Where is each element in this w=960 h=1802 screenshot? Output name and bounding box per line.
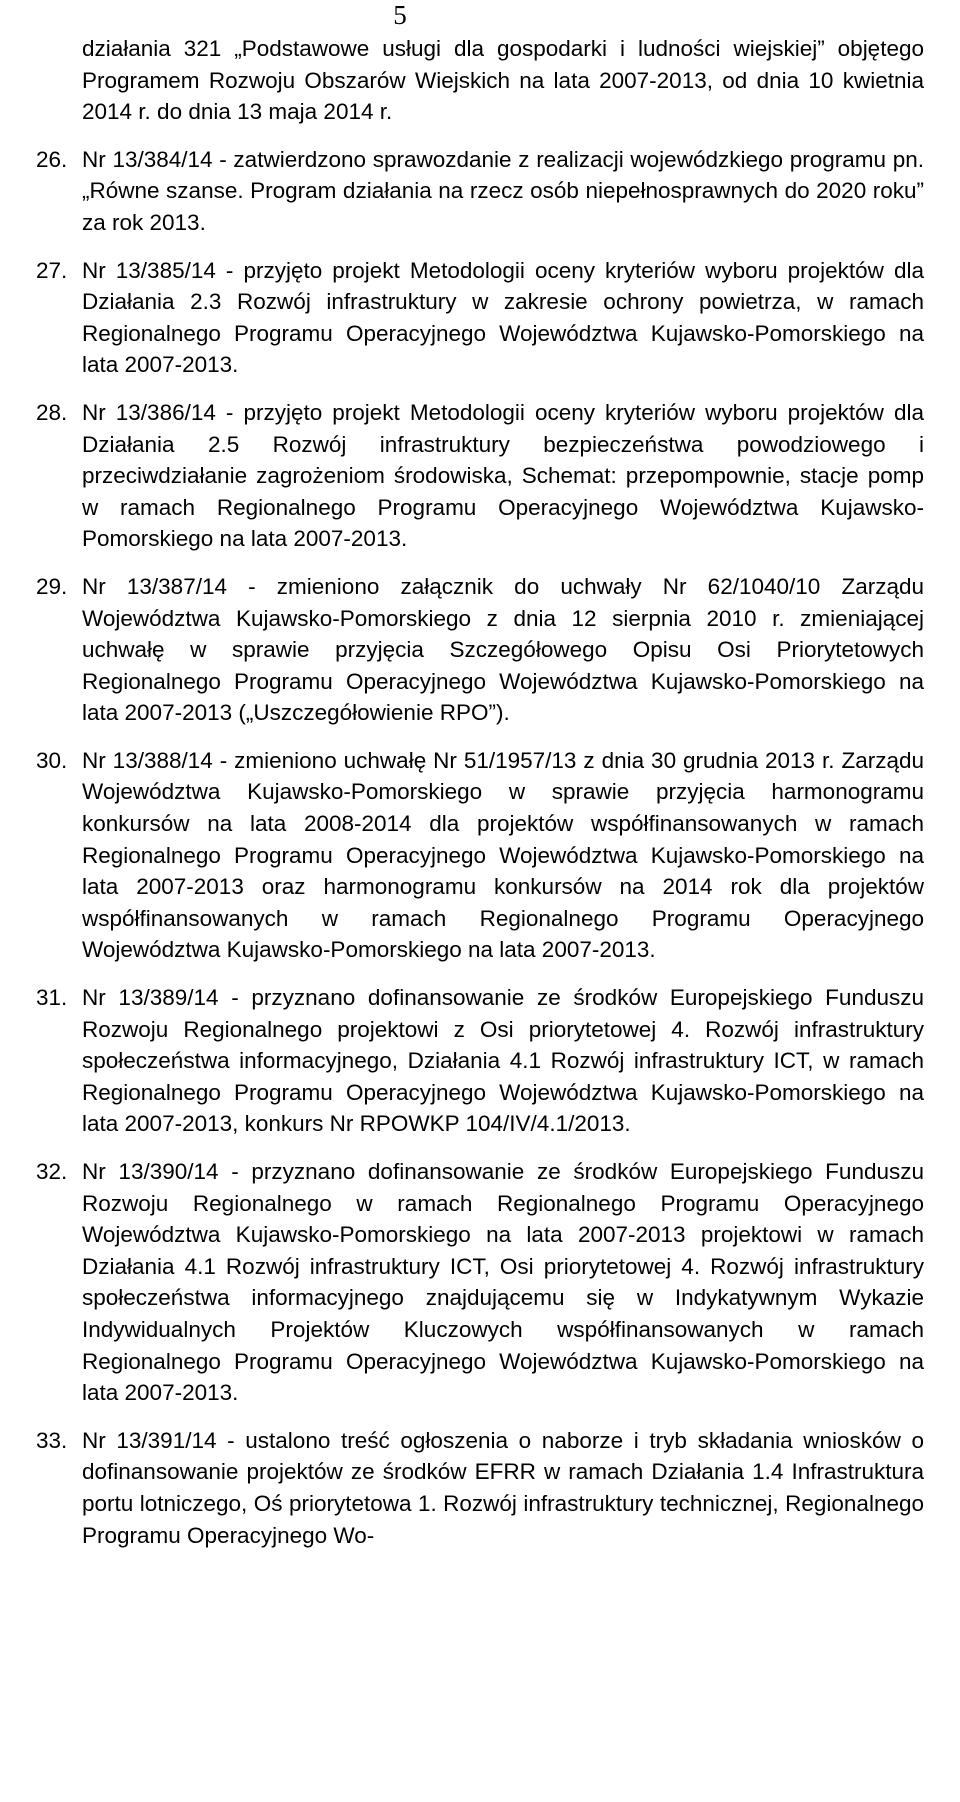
list-item-30 <box>36 745 924 966</box>
list-item-text: Nr 13/390/14 - przyznano dofinansowanie ze środków Europejskiego Funduszu Rozwoju Regionalnego w ramach Regionalnego Programu Operacyjnego Województwa Kujawsko-Pomorskiego na lata 2007-2013 projektowi w ramach Działania 4.1 Rozwój infrastruktury ICT, Osi priorytetowej 4. Rozwój infrastruktury społeczeństwa informacyjnego znajdującemu się w Indykatywnym Wykazie Indywidualnych Projektów Kluczowych współfinansowanych w ramach Regionalnego Programu Operacyjnego Województwa Kujawsko-Pomorskiego na lata 2007-2013. <box>82 1159 924 1406</box>
list-item-26 <box>36 144 924 239</box>
list-item-27 <box>36 255 924 381</box>
list-item-number: 30. <box>36 747 68 773</box>
list-item-number: 26. <box>36 146 68 172</box>
list-item-number: 29. <box>36 573 68 599</box>
continuation-text: działania 321 „Podstawowe usługi dla gospodarki i ludności wiejskiej” objętego Programem Rozwoju Obszarów Wiejskich na lata 2007-2013, od dnia 10 kwietnia 2014 r. do dnia 13 maja 2014 r. <box>82 36 924 125</box>
list-item-31 <box>36 982 924 1140</box>
document-body <box>36 33 924 1567</box>
list-item-text: Nr 13/389/14 - przyznano dofinansowanie ze środków Europejskiego Funduszu Rozwoju Regionalnego projektowi z Osi priorytetowej 4. Rozwój infrastruktury społeczeństwa informacyjnego, Działania 4.1 Rozwój infrastruktury ICT, w ramach Regionalnego Programu Operacyjnego Województwa Kujawsko-Pomorskiego na lata 2007-2013, konkurs Nr RPOWKP 104/IV/4.1/2013. <box>82 985 924 1137</box>
list-item-number: 27. <box>36 257 68 283</box>
list-item-text: Nr 13/385/14 - przyjęto projekt Metodologii oceny kryteriów wyboru projektów dla Działania 2.3 Rozwój infrastruktury w zakresie ochrony powietrza, w ramach Regionalnego Programu Operacyjnego Województwa Kujawsko-Pomorskiego na lata 2007-2013. <box>82 257 924 378</box>
list-item-28 <box>36 397 924 555</box>
continuation-paragraph <box>40 33 924 128</box>
list-item-33 <box>36 1425 924 1551</box>
list-item-29 <box>36 571 924 729</box>
list-item-text: Nr 13/387/14 - zmieniono załącznik do uchwały Nr 62/1040/10 Zarządu Województwa Kujawsko-Pomorskiego z dnia 12 sierpnia 2010 r. zmieniającej uchwałę w sprawie przyjęcia Szczegółowego Opisu Osi Priorytetowych Regionalnego Programu Operacyjnego Województwa Kujawsko-Pomorskiego na lata 2007-2013 („Uszczegółowienie RPO”). <box>82 573 924 726</box>
list-item-number: 28. <box>36 399 68 425</box>
list-item-text: Nr 13/388/14 - zmieniono uchwałę Nr 51/1957/13 z dnia 30 grudnia 2013 r. Zarządu Województwa Kujawsko-Pomorskiego w sprawie przyjęcia harmonogramu konkursów na lata 2008-2014 dla projektów współfinansowanych w ramach Regionalnego Programu Operacyjnego Województwa Kujawsko-Pomorskiego na lata 2007-2013 oraz harmonogramu konkursów na 2014 rok dla projektów współfinansowanych w ramach Regionalnego Programu Operacyjnego Województwa Kujawsko-Pomorskiego na lata 2007-2013. <box>82 747 924 963</box>
page-number: 5 <box>393 0 407 30</box>
list-item-number: 31. <box>36 985 68 1011</box>
list-item-text: Nr 13/384/14 - zatwierdzono sprawozdanie z realizacji wojewódzkiego programu pn. „Równe szanse. Program działania na rzecz osób niepełnosprawnych do 2020 roku” za rok 2013. <box>82 146 924 235</box>
list-item-text: Nr 13/386/14 - przyjęto projekt Metodologii oceny kryteriów wyboru projektów dla Działania 2.5 Rozwój infrastruktury bezpieczeństwa powodziowego i przeciwdziałanie zagrożeniom środowiska, Schemat: przepompownie, stacje pomp w ramach Regionalnego Programu Operacyjnego Województwa Kujawsko-Pomorskiego na lata 2007-2013. <box>82 399 924 552</box>
list-item-number: 32. <box>36 1159 68 1184</box>
list-item-text: Nr 13/391/14 - ustalono treść ogłoszenia o naborze i tryb składania wniosków o dofinansowanie projektów ze środków EFRR w ramach Działania 1.4 Infrastruktura portu lotniczego, Oś priorytetowa 1. Rozwój infrastruktury technicznej, Regionalnego Programu Operacyjnego Wo- <box>82 1427 924 1548</box>
list-item-32 <box>36 1156 924 1409</box>
list-item-number: 33. <box>36 1427 68 1453</box>
